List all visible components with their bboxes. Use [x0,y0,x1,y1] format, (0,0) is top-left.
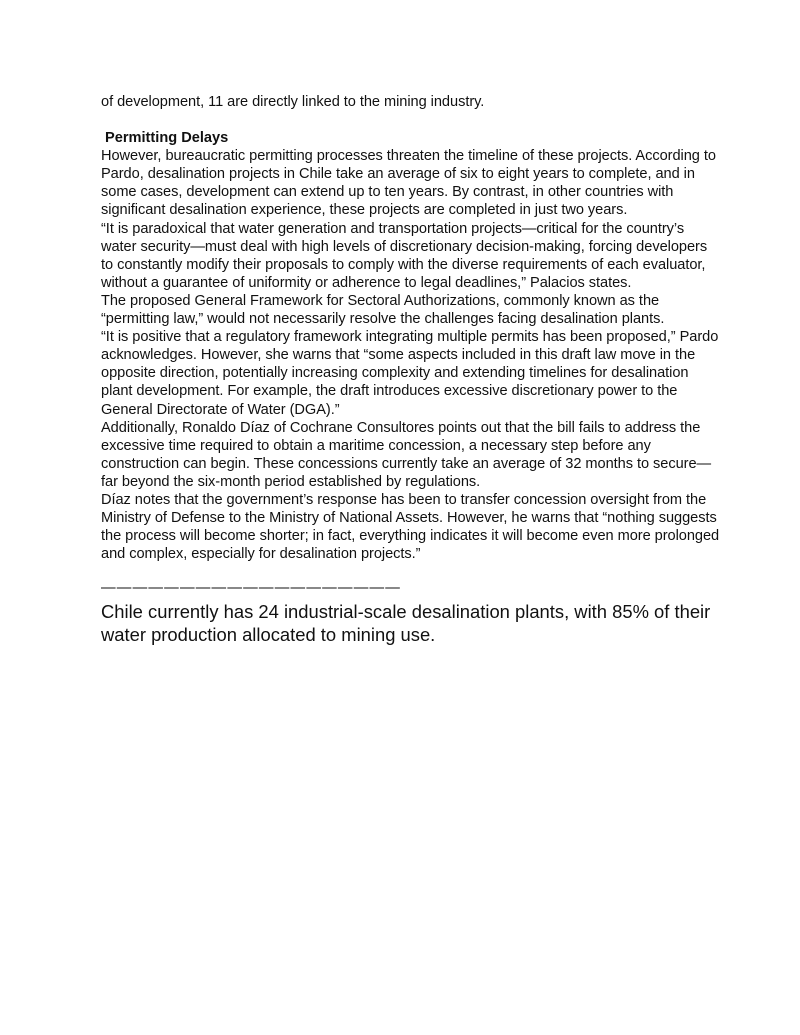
paragraph-diaz-maritime: Additionally, Ronaldo Díaz of Cochrane Consultores points out that the bill fails to address the excessive time required to obtain a maritime concession, a necessary step before any construction can begin. These concessions currently take an average of 32 months to secure—far beyond the six-month period established by regulations. [101,419,712,490]
document-page [101,93,721,646]
section-heading: Permitting Delays [105,130,229,147]
paragraph-permitting-timeline: However, bureaucratic permitting processes threaten the timeline of these projects. According to Pardo, desalination projects in Chile take an average of six to eight years to complete, and in some cases, development can extend up to ten years. By contrast, in other countries with significant desalination experience, these projects are completed in just two years. [101,148,716,219]
divider-line: ——————————————————— [101,580,402,597]
intro-paragraph: of development, 11 are directly linked to the mining industry. [101,94,485,110]
paragraph-permitting-law: The proposed General Framework for Sectoral Authorizations, commonly known as the “permitting law,” would not necessarily resolve the challenges facing desalination plants. [101,292,665,328]
callout-text: Chile currently has 24 industrial-scale desalination plants, with 85% of their water production allocated to mining use. [101,601,711,645]
paragraph-pardo-quote: “It is positive that a regulatory framework integrating multiple permits has been proposed,” Pardo acknowledges. However, she warns that “some aspects included in this draft law move in the opposite direction, potentially increasing complexity and extending timelines for desalination plant development. For example, the draft introduces excessive discretionary power to the General Directorate of Water (DGA).” [101,329,719,418]
paragraph-diaz-ministry: Díaz notes that the government’s response has been to transfer concession oversight from the Ministry of Defense to the Ministry of National Assets. However, he warns that “nothing suggests the process will become shorter; in fact, everything indicates it will become even more prolonged and complex, especially for desalination projects.” [101,491,720,563]
paragraph-palacios-quote: “It is paradoxical that water generation and transportation projects—critical for the country’s water security—must deal with high levels of discretionary decision-making, forcing developers to constantly modify their proposals to comply with the diverse requirements of each evaluator, without a guarantee of uniformity or adherence to legal deadlines,” Palacios states. [101,220,708,291]
